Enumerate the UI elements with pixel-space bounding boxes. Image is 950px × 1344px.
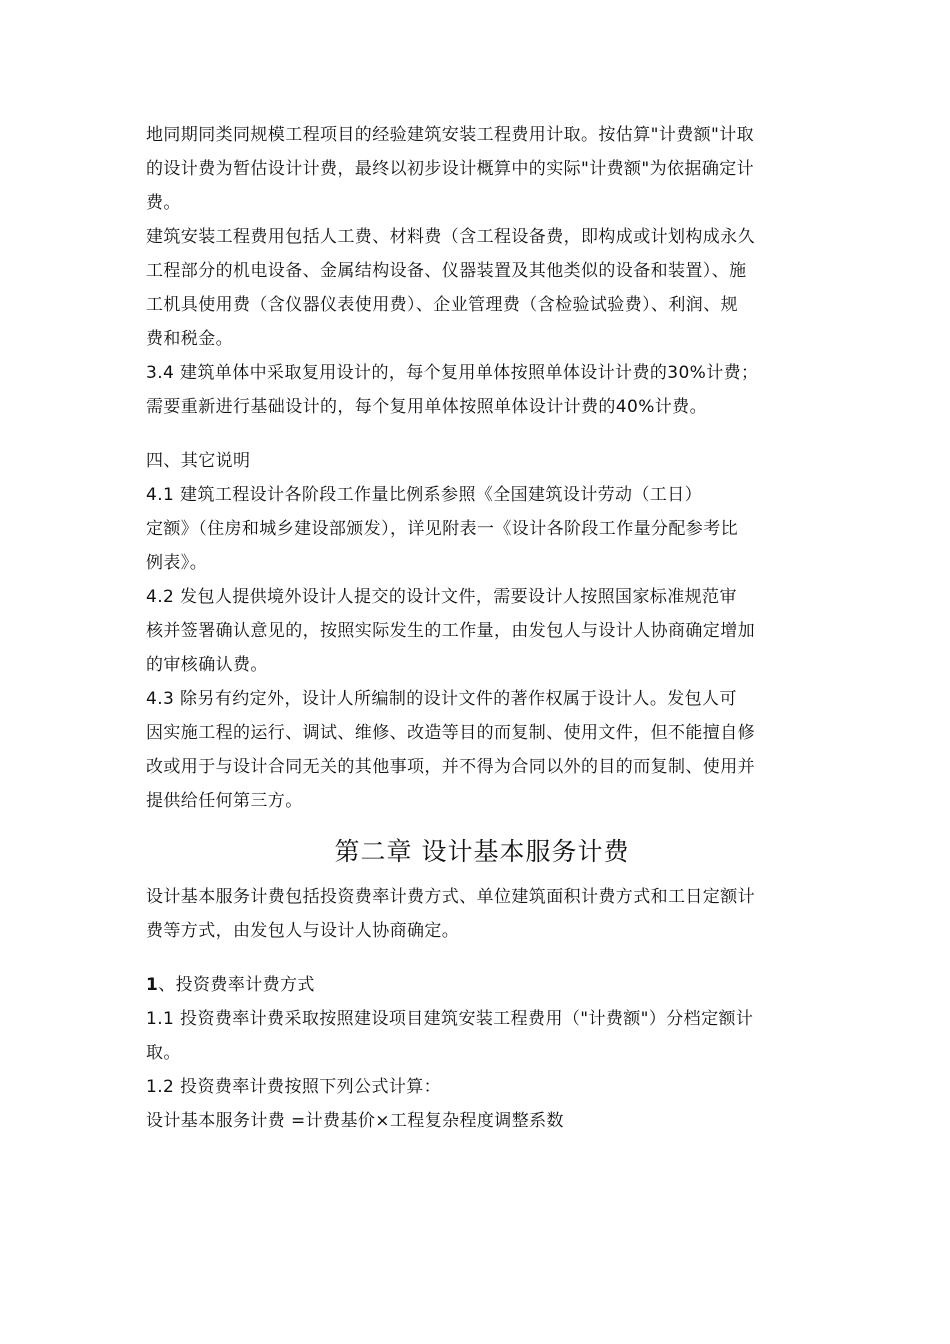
text-line: 建筑安装工程费用包括人工费、材料费（含工程设备费，即构成或计划构成永久 — [146, 227, 755, 247]
text-line: 工程部分的机电设备、金属结构设备、仪器装置及其他类似的设备和装置）、施 — [146, 261, 747, 281]
text-line: 需要重新进行基础设计的，每个复用单体按照单体设计计费的40%计费。 — [146, 397, 707, 417]
text-line: 1.2 投资费率计费按照下列公式计算： — [146, 1077, 442, 1097]
text-line: 费。 — [146, 193, 181, 213]
text-line: 4.3 除另有约定外，设计人所编制的设计文件的著作权属于设计人。发包人可 — [146, 689, 737, 709]
text-line: 例表》。 — [146, 553, 208, 573]
text-line: 地同期同类同规模工程项目的经验建筑安装工程费用计取。按估算"计费额"计取 — [146, 125, 755, 145]
subsection-number: 1 — [146, 975, 159, 995]
text-line: 取。 — [146, 1043, 181, 1063]
text-line: 1.1 投资费率计费采取按照建设项目建筑安装工程费用（"计费额"）分档定额计 — [146, 1009, 754, 1029]
text-line: 设计基本服务计费包括投资费率计费方式、单位建筑面积计费方式和工日定额计 — [146, 887, 755, 907]
section-4 — [146, 444, 818, 818]
section-title: 四、其它说明 — [146, 451, 251, 471]
subsection-title — [146, 968, 818, 1002]
text-line: 定额》（住房和城乡建设部颁发），详见附表一《设计各阶段工作量分配参考比 — [146, 519, 738, 539]
text-line: 4.2 发包人提供境外设计人提交的设计文件，需要设计人按照国家标准规范审 — [146, 587, 737, 607]
text-line: 因实施工程的运行、调试、维修、改造等目的而复制、使用文件，但不能擅自修 — [146, 723, 755, 743]
document-page — [146, 118, 818, 1138]
text-line: 提供给任何第三方。 — [146, 791, 303, 811]
text-line: 的设计费为暂估设计计费，最终以初步设计概算中的实际"计费额"为依据确定计 — [146, 159, 755, 179]
formula-line: 设计基本服务计费 =计费基价×工程复杂程度调整系数 — [146, 1111, 564, 1131]
chapter-title: 第二章 设计基本服务计费 — [334, 837, 630, 866]
text-line: 工机具使用费（含仪器仪表使用费）、企业管理费（含检验试验费）、利润、规 — [146, 295, 738, 315]
text-line: 费和税金。 — [146, 329, 233, 349]
subsection-label: 、投资费率计费方式 — [158, 975, 315, 995]
text-line: 4.1 建筑工程设计各阶段工作量比例系参照《全国建筑设计劳动（工日） — [146, 485, 703, 505]
text-line: 改或用于与设计合同无关的其他事项，并不得为合同以外的目的而复制、使用并 — [146, 757, 755, 777]
chapter-2-sub-1 — [146, 968, 818, 1138]
text-line: 的审核确认费。 — [146, 655, 268, 675]
text-line: 3.4 建筑单体中采取复用设计的，每个复用单体按照单体设计计费的30%计费； — [146, 363, 759, 383]
text-line: 费等方式，由发包人与设计人协商确定。 — [146, 921, 460, 941]
top-paragraphs — [146, 118, 818, 424]
chapter-2-intro — [146, 880, 818, 948]
text-line: 核并签署确认意见的，按照实际发生的工作量，由发包人与设计人协商确定增加 — [146, 621, 755, 641]
